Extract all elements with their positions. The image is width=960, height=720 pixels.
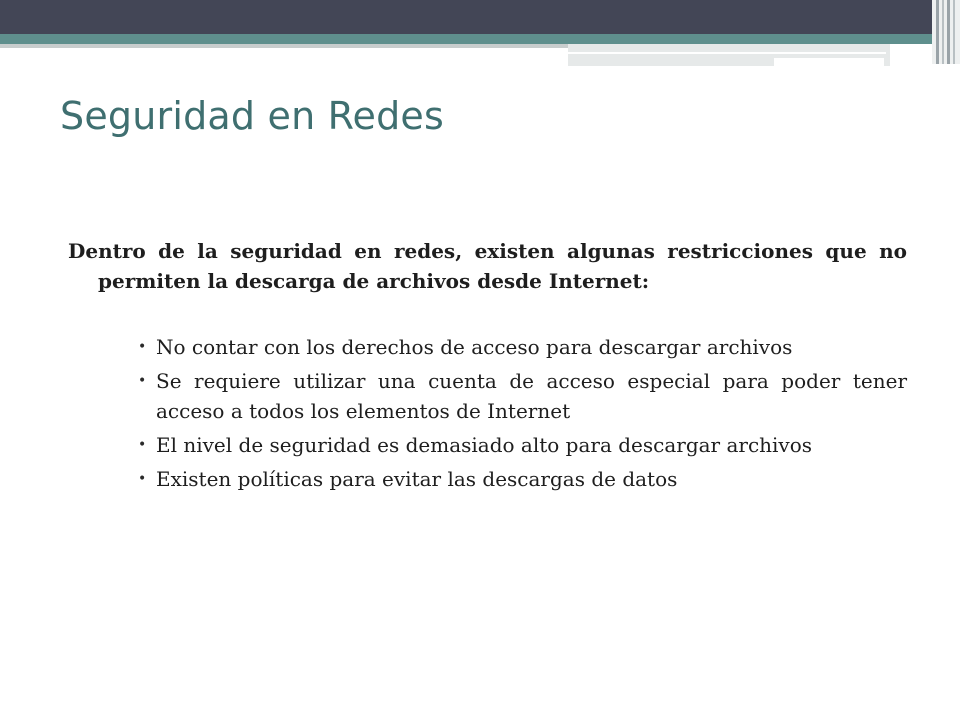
bullet-text: No contar con los derechos de acceso para descargar archivos — [156, 335, 793, 359]
header-divider-line — [568, 52, 886, 54]
header-tab — [774, 58, 884, 66]
slide-title: Seguridad en Redes — [60, 94, 445, 138]
bullet-icon: • — [138, 471, 147, 487]
bullet-list — [68, 332, 907, 494]
header-band-gray — [0, 44, 568, 48]
header-vertical-bars — [932, 0, 960, 64]
bullet-item — [68, 464, 907, 494]
header-band-dark — [0, 0, 960, 34]
vertical-bar — [947, 0, 950, 64]
vertical-bar — [953, 0, 955, 64]
bullet-text: Existen políticas para evitar las descargas de datos — [156, 467, 678, 491]
bullet-icon: • — [138, 339, 147, 355]
bullet-item — [68, 366, 907, 426]
vertical-bar — [936, 0, 939, 64]
bullet-text: El nivel de seguridad es demasiado alto para descargar archivos — [156, 433, 813, 457]
bullet-item — [68, 430, 907, 460]
bullet-icon: • — [138, 373, 147, 389]
bullet-item — [68, 332, 907, 362]
slide-content — [68, 236, 907, 498]
bullet-text: Se requiere utilizar una cuenta de acceso especial para poder tener acceso a todos los elementos de Internet — [156, 369, 907, 423]
bullet-icon: • — [138, 437, 147, 453]
intro-paragraph: Dentro de la seguridad en redes, existen algunas restricciones que no permiten la descarga de archivos desde Internet: — [68, 239, 907, 293]
header-band-teal — [0, 34, 932, 44]
vertical-bar — [942, 0, 944, 64]
